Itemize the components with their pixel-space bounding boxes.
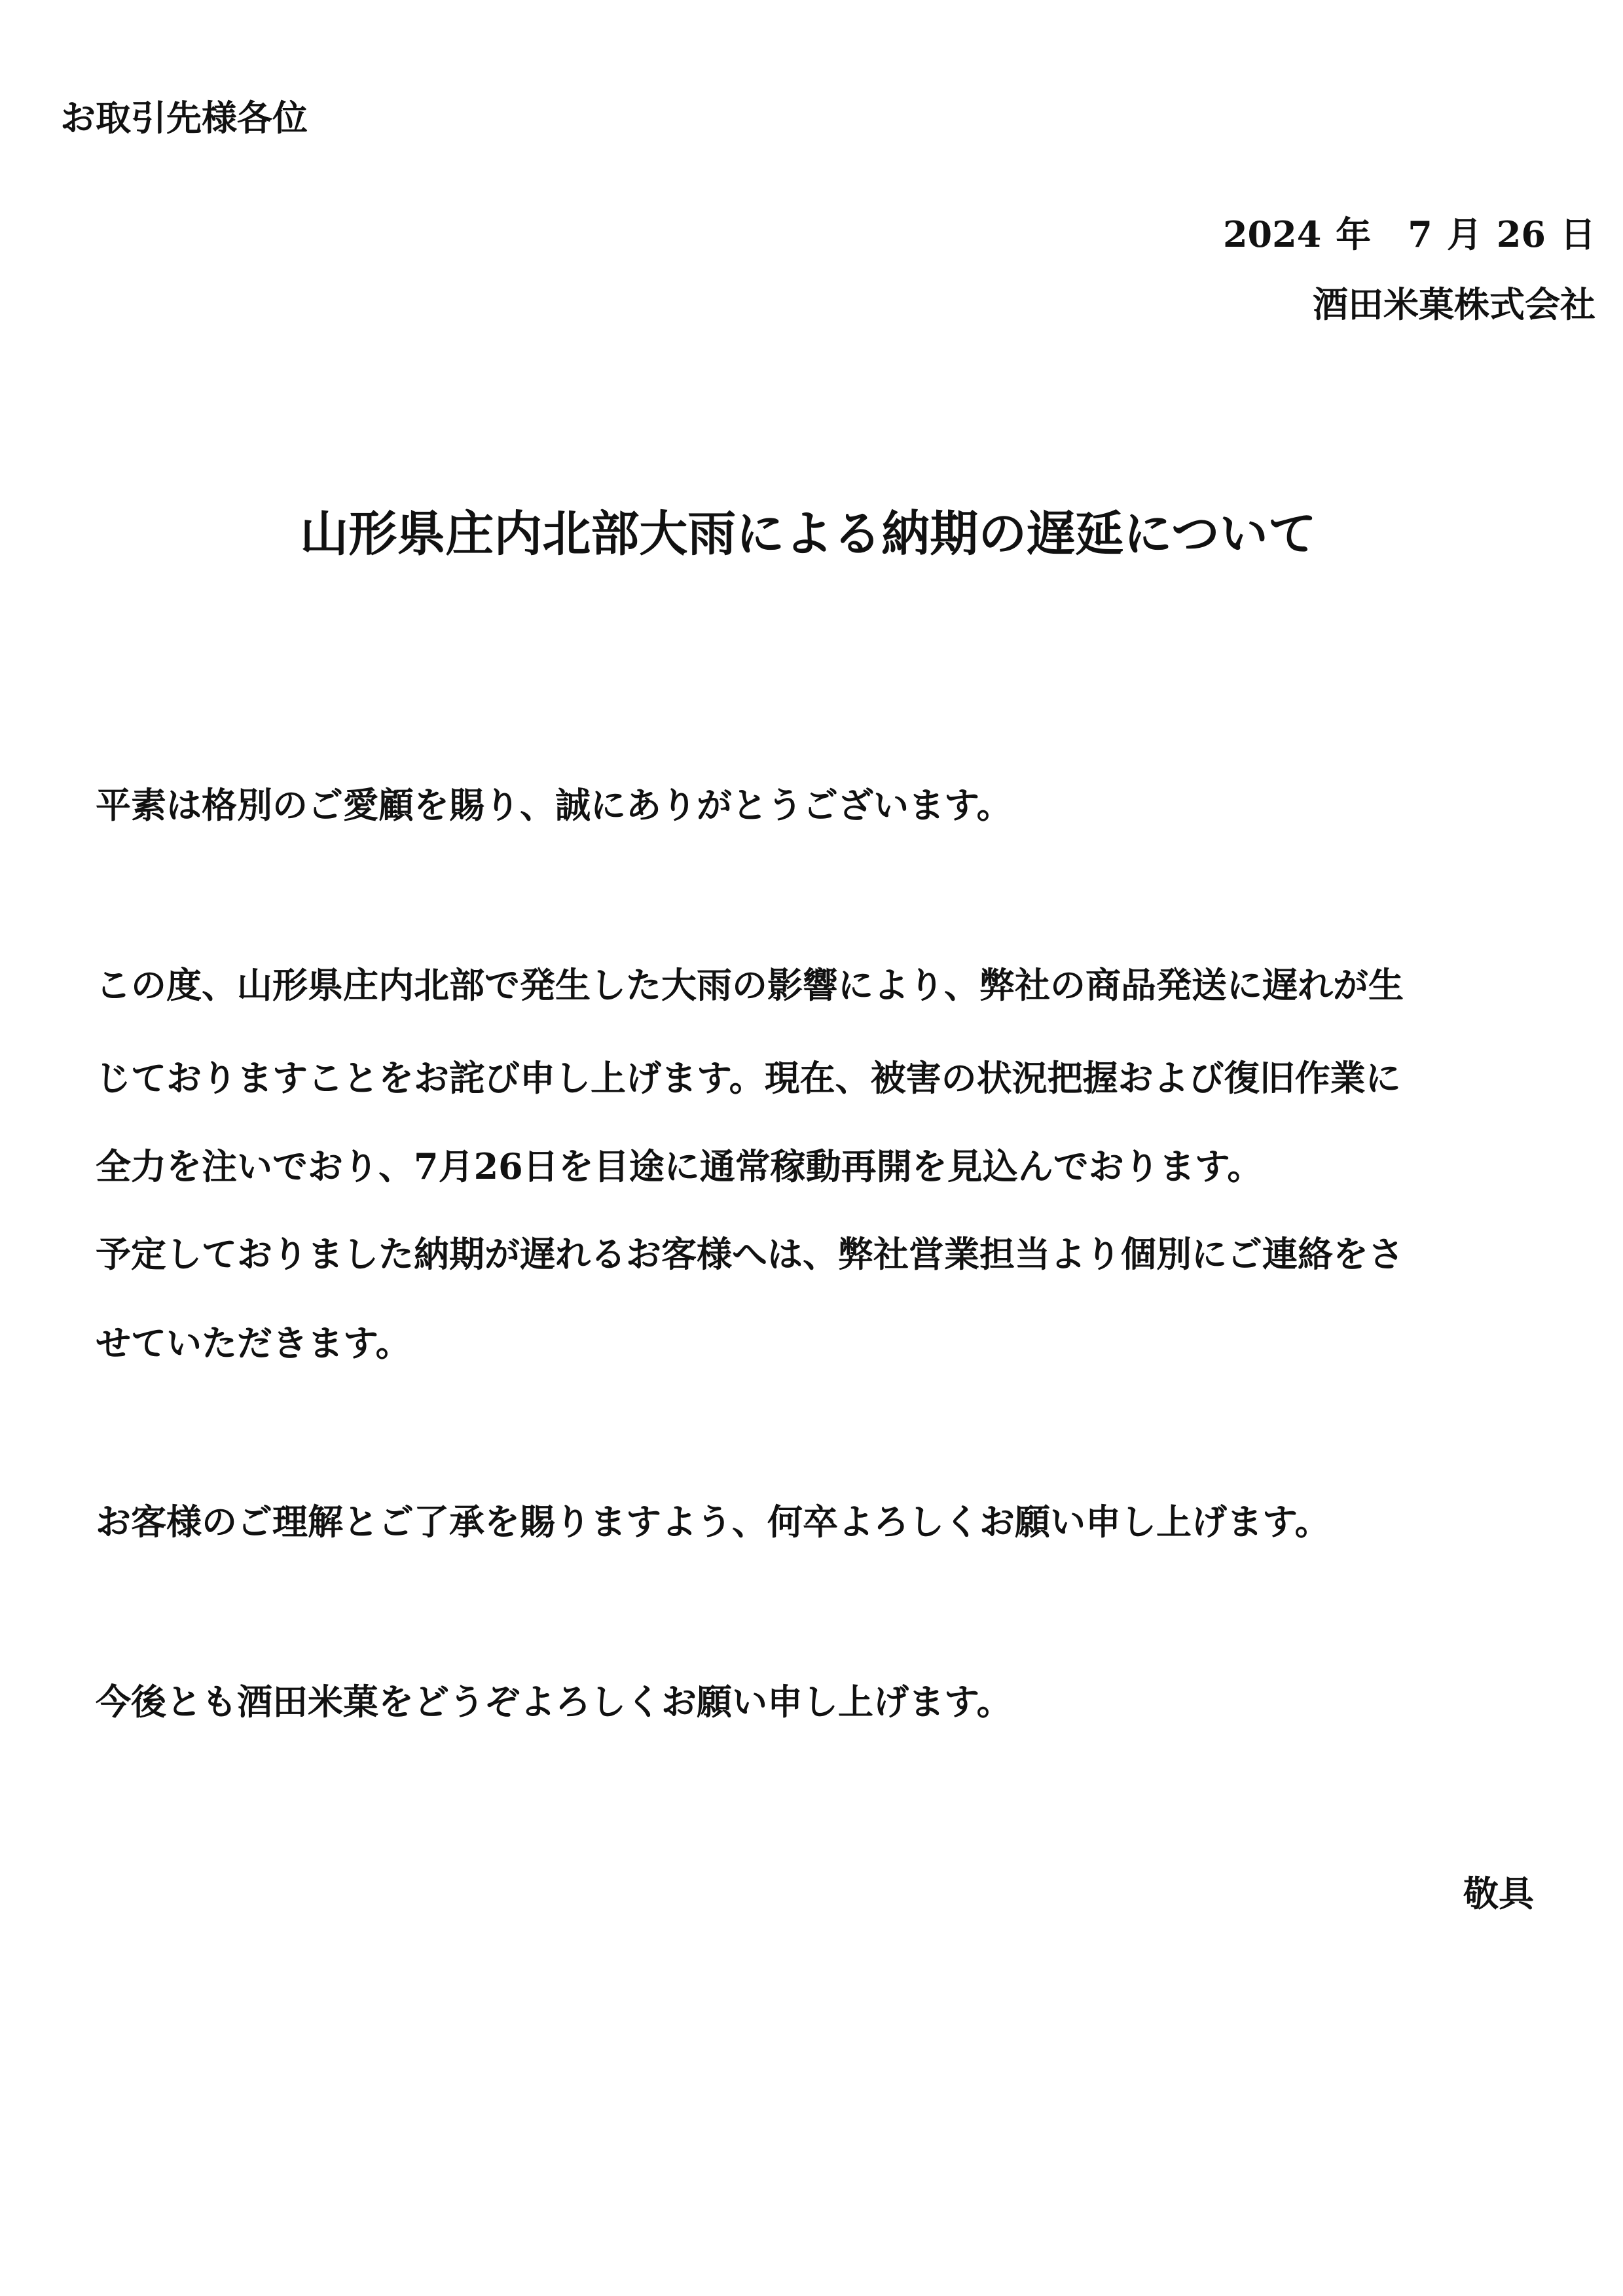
notice-line: せていただきます。 [96,1322,411,1364]
date-day-unit: 日 [1560,213,1596,255]
notice-line: 予定しておりました納期が遅れるお客様へは、弊社営業担当より個別にご連絡をさ [96,1233,1404,1275]
document-title: 山形県庄内北部大雨による納期の遅延について [300,506,1317,562]
closing-wish-paragraph: 今後とも酒田米菓をどうぞよろしくお願い申し上げます。 [96,1681,1012,1723]
closing-word: 敬具 [1463,1873,1534,1914]
notice-line: じておりますことをお詫び申し上げます。現在、被害の状況把握および復旧作業に [96,1057,1401,1099]
document-date [1223,208,1596,260]
greeting-paragraph: 平素は格別のご愛顧を賜り、誠にありがとうございます。 [96,784,1012,826]
date-month-unit: 月 [1446,213,1482,255]
company-name: 酒田米菓株式会社 [1313,283,1596,325]
date-year: 2024 [1222,213,1322,255]
date-month: 7 [1408,213,1432,255]
notice-line: 全力を注いでおり、7月26日を目途に通常稼動再開を見込んでおります。 [96,1145,1263,1187]
notice-line: この度、山形県庄内北部で発生した大雨の影響により、弊社の商品発送に遅れが生 [96,964,1404,1006]
date-day: 26 [1496,213,1546,255]
date-year-unit: 年 [1336,213,1372,255]
addressee: お取引先様各位 [60,97,308,139]
request-paragraph: お客様のご理解とご了承を賜りますよう、何卒よろしくお願い申し上げます。 [96,1501,1330,1543]
